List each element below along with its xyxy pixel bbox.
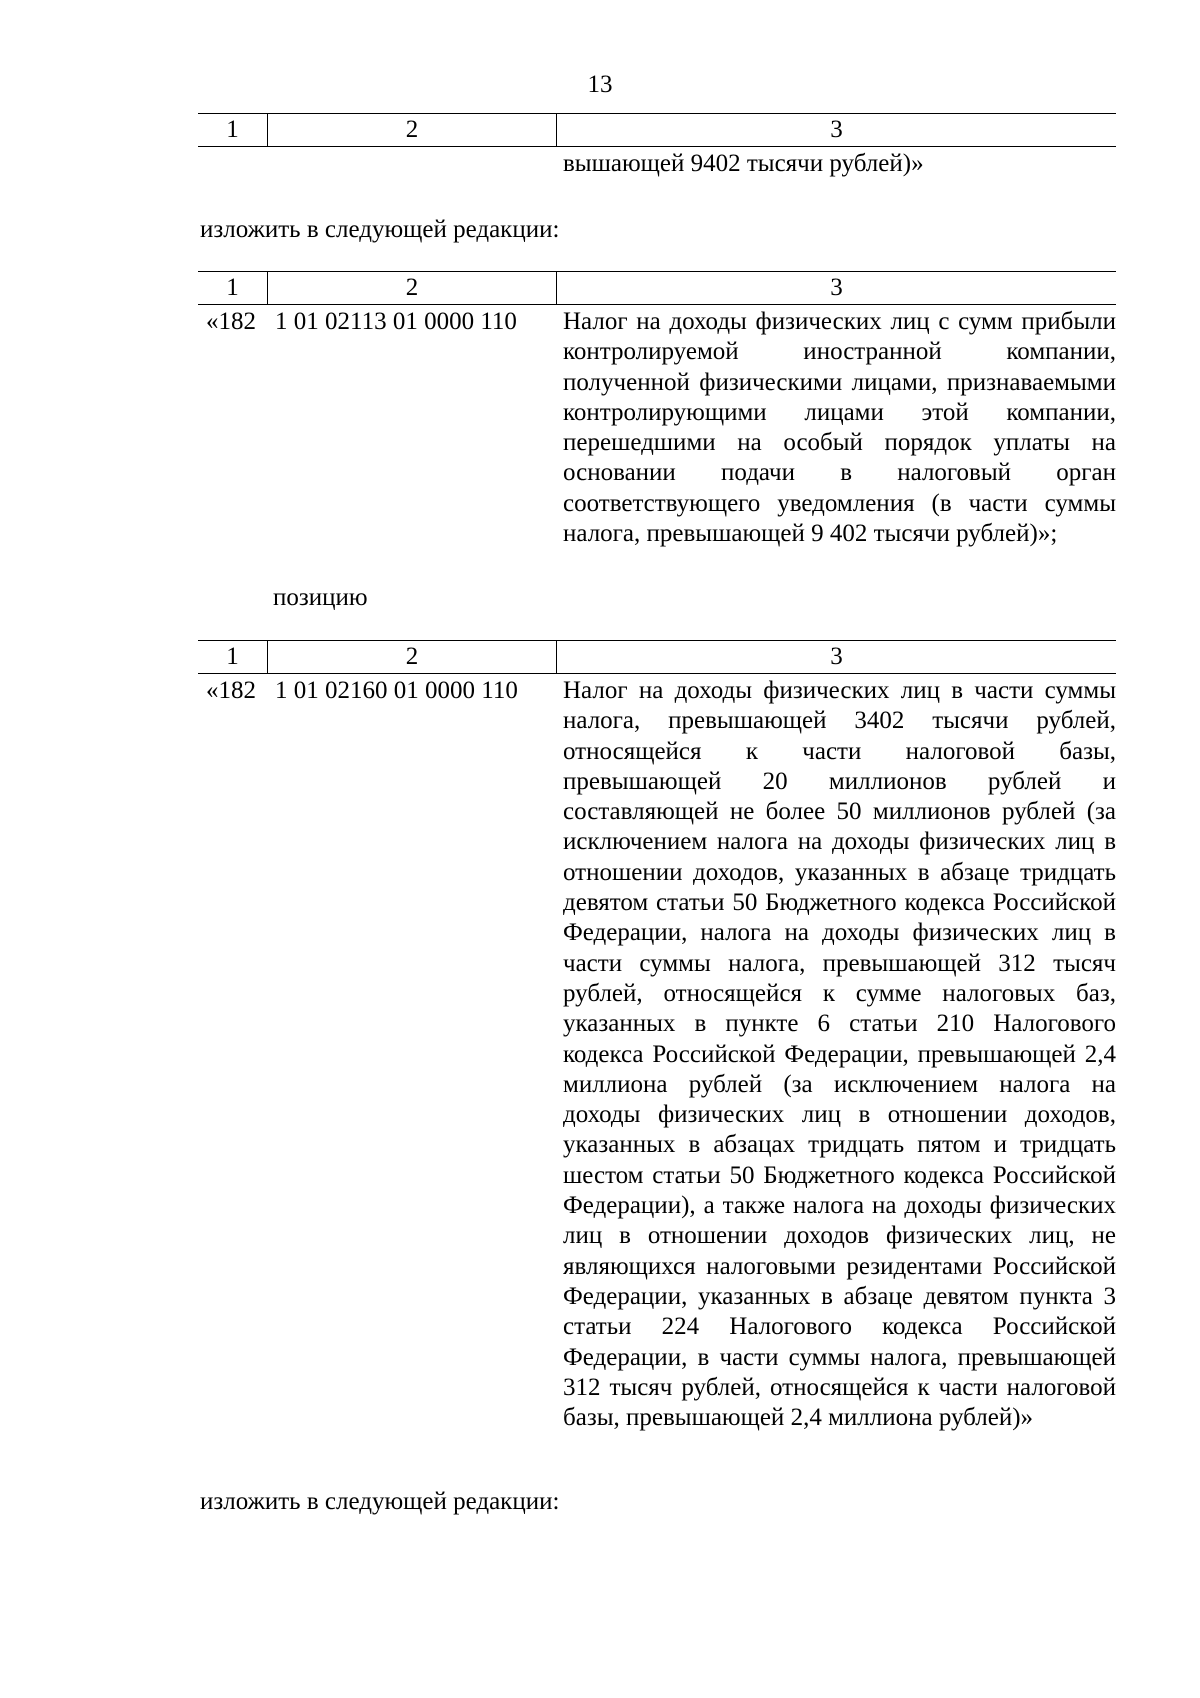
row-description: Налог на доходы физических лиц с сумм прибыли контролируемой иностранной компании, полученной физическими лицами, признаваемыми контролирующими лицами этой компании, перешедшими на особый порядок уплаты на основании подачи в налоговый орган соответствующего уведомления (в части суммы налога, превышающей 9 402 тысячи рублей)»; xyxy=(563,308,1116,548)
position-text: позицию xyxy=(273,584,368,611)
page-number: 13 xyxy=(587,71,613,98)
column-header-3: 3 xyxy=(830,274,843,301)
column-header-3: 3 xyxy=(830,116,843,143)
row-description: Налог на доходы физических лиц в части суммы налога, превышающей 3402 тысячи рублей, относящейся к части налоговой базы, превышающей 20 миллионов рублей и составляющей не более 50 миллионов рублей (за исключением налога на доходы физических лиц в отношении доходов, указанных в абзаце тридцать девятом статьи 50 Бюджетного кодекса Российской Федерации, налога на доходы физических лиц в части суммы налога, превышающей 312 тысяч рублей, относящейся к сумме налоговых баз, указанных в пункте 6 статьи 210 Налогового кодекса Российской Федерации, превышающей 2,4 миллиона рублей (за исключением налога на доходы физических лиц в отношении доходов, указанных в абзацах тридцать пятом и тридцать шестом статьи 50 Бюджетного кодекса Российской Федерации), а также налога на доходы физических лиц в отношении доходов физических лиц, не являющихся налоговыми резидентами Российской Федерации, указанных в абзаце девятом пункта 3 статьи 224 Налогового кодекса Российской Федерации, в части суммы налога, превышающей 312 тысяч рублей, относящейся к части налоговой базы, превышающей 2,4 миллиона рублей)» xyxy=(563,677,1116,1432)
row-code: «182 xyxy=(206,677,256,704)
table-header xyxy=(198,271,1116,305)
column-header-1: 1 xyxy=(198,114,268,146)
row-code: «182 xyxy=(206,308,256,335)
table-header xyxy=(198,113,1116,147)
table-position xyxy=(198,640,1116,1433)
column-header-1: 1 xyxy=(198,272,268,304)
table-new-wording-1 xyxy=(198,271,1116,549)
table-row xyxy=(198,305,1116,549)
row-kbk: 1 01 02160 01 0000 110 xyxy=(275,677,518,704)
row-description: вышающей 9402 тысячи рублей)» xyxy=(563,150,924,177)
table-row xyxy=(198,674,1116,1433)
table-header xyxy=(198,640,1116,674)
table-continuation xyxy=(198,113,1116,179)
instruction-text: изложить в следующей редакции: xyxy=(200,1488,560,1515)
table-row xyxy=(198,147,1116,179)
column-header-2: 2 xyxy=(268,641,557,673)
instruction-text: изложить в следующей редакции: xyxy=(200,216,560,243)
row-kbk: 1 01 02113 01 0000 110 xyxy=(275,308,517,335)
column-header-1: 1 xyxy=(198,641,268,673)
column-header-2: 2 xyxy=(268,272,557,304)
column-header-3: 3 xyxy=(830,643,843,670)
column-header-2: 2 xyxy=(268,114,557,146)
